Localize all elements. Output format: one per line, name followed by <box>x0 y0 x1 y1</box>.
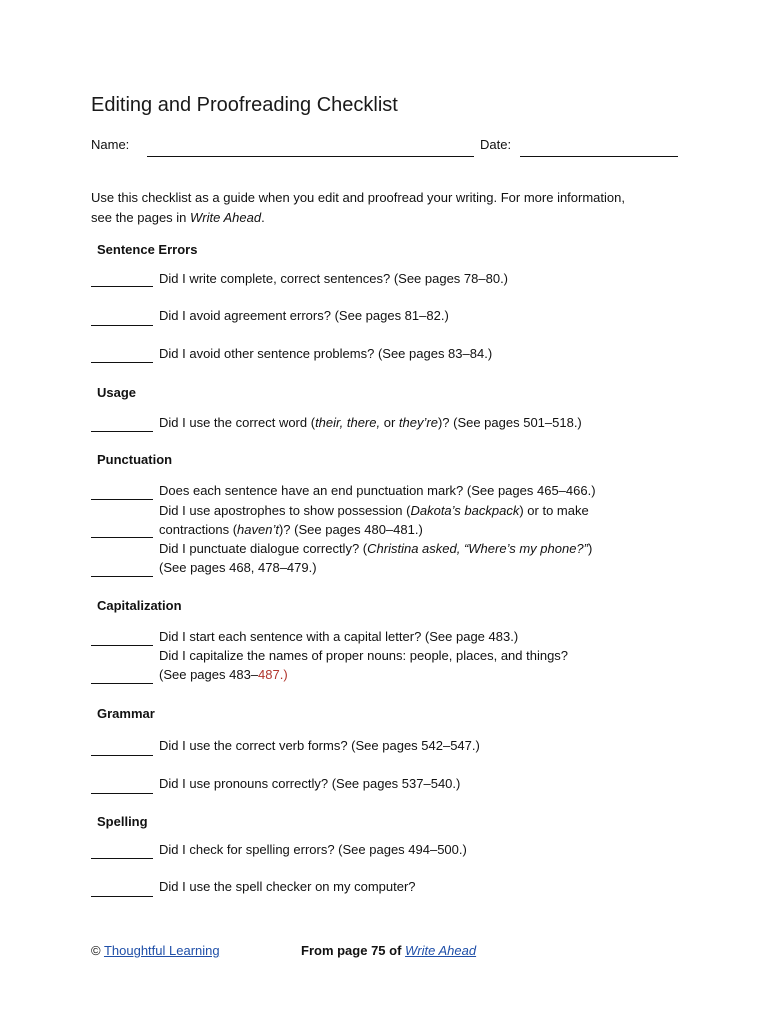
checkbox-blank-usage-1[interactable] <box>91 431 153 432</box>
item-cap-1: Did I start each sentence with a capital letter? (See page 483.) <box>159 629 519 644</box>
intro-book-title: Write Ahead <box>190 210 262 225</box>
punct3-text-c: (See pages 468, 478–479.) <box>159 560 317 575</box>
copyright-symbol: © <box>91 943 104 958</box>
name-label: Name: <box>91 137 130 152</box>
page-title: Editing and Proofreading Checklist <box>91 94 398 116</box>
usage-text-a: Did I use the correct word ( <box>159 415 316 430</box>
checkbox-blank-cap-2[interactable] <box>91 683 153 684</box>
heading-grammar: Grammar <box>97 706 155 721</box>
checkbox-blank-spelling-1[interactable] <box>91 858 153 859</box>
usage-end: )? (See pages 501–518.) <box>437 415 582 430</box>
item-sentence-3: Did I avoid other sentence problems? (See pages 83–84.) <box>159 346 493 361</box>
date-label: Date: <box>480 137 512 152</box>
checkbox-blank-punct-1[interactable] <box>91 499 153 500</box>
punct2-example: Dakota’s backpack <box>410 503 520 518</box>
checkbox-blank-sentence-1[interactable] <box>91 286 153 287</box>
item-punct-1: Does each sentence have an end punctuation mark? (See pages 465–466.) <box>159 483 596 498</box>
punct2-example-2: haven’t <box>237 522 279 537</box>
punct2-text-c: contractions ( <box>159 522 238 537</box>
cap2-red-text: 487.) <box>258 667 288 682</box>
punct3-text-b: ) <box>587 541 593 556</box>
cap2-text-a: Did I capitalize the names of proper nouns: people, places, and things? <box>159 648 569 663</box>
item-sentence-1: Did I write complete, correct sentences? (See pages 78–80.) <box>159 271 509 286</box>
footer-copyright <box>91 943 220 958</box>
checkbox-blank-sentence-3[interactable] <box>91 362 153 363</box>
intro-paragraph <box>91 188 681 228</box>
checkbox-blank-grammar-1[interactable] <box>91 755 153 756</box>
checkbox-blank-punct-3[interactable] <box>91 576 153 577</box>
punct3-text-a: Did I punctuate dialogue correctly? ( <box>159 541 368 556</box>
heading-usage: Usage <box>97 385 137 400</box>
item-usage-1 <box>159 413 582 432</box>
cap2-text-b: (See pages 483– <box>159 667 259 682</box>
item-grammar-2: Did I use pronouns correctly? (See pages 537–540.) <box>159 776 461 791</box>
heading-punctuation: Punctuation <box>97 452 173 467</box>
item-sentence-2: Did I avoid agreement errors? (See pages 81–82.) <box>159 308 449 323</box>
usage-or: or <box>380 415 399 430</box>
item-punct-3 <box>159 539 592 577</box>
intro-text-2: see the pages in <box>91 210 191 225</box>
book-link[interactable]: Write Ahead <box>405 943 477 958</box>
checkbox-blank-cap-1[interactable] <box>91 645 153 646</box>
item-spelling-1: Did I check for spelling errors? (See pages 494–500.) <box>159 842 467 857</box>
footer-from-text: From page 75 of <box>301 943 406 958</box>
intro-period: . <box>261 210 265 225</box>
footer-source <box>301 943 476 958</box>
item-punct-2 <box>159 501 589 539</box>
intro-text: Use this checklist as a guide when you edit and proofread your writing. For more information, <box>91 190 625 205</box>
date-field[interactable] <box>520 156 678 157</box>
publisher-link[interactable]: Thoughtful Learning <box>103 943 220 958</box>
name-field[interactable] <box>147 156 474 157</box>
item-cap-2 <box>159 646 568 684</box>
item-spelling-2: Did I use the spell checker on my computer? <box>159 879 416 894</box>
punct2-text-a: Did I use apostrophes to show possession ( <box>159 503 411 518</box>
checkbox-blank-grammar-2[interactable] <box>91 793 153 794</box>
heading-capitalization: Capitalization <box>97 598 182 613</box>
checkbox-blank-sentence-2[interactable] <box>91 325 153 326</box>
punct2-text-d: )? (See pages 480–481.) <box>278 522 423 537</box>
checkbox-blank-spelling-2[interactable] <box>91 896 153 897</box>
punct3-example: Christina asked, “Where’s my phone?” <box>367 541 588 556</box>
usage-words: their, there, <box>315 415 381 430</box>
heading-sentence-errors: Sentence Errors <box>97 242 198 257</box>
checkbox-blank-punct-2[interactable] <box>91 537 153 538</box>
heading-spelling: Spelling <box>97 814 148 829</box>
usage-theyre: they’re <box>398 415 438 430</box>
item-grammar-1: Did I use the correct verb forms? (See pages 542–547.) <box>159 738 480 753</box>
punct2-text-b: ) or to make <box>519 503 589 518</box>
